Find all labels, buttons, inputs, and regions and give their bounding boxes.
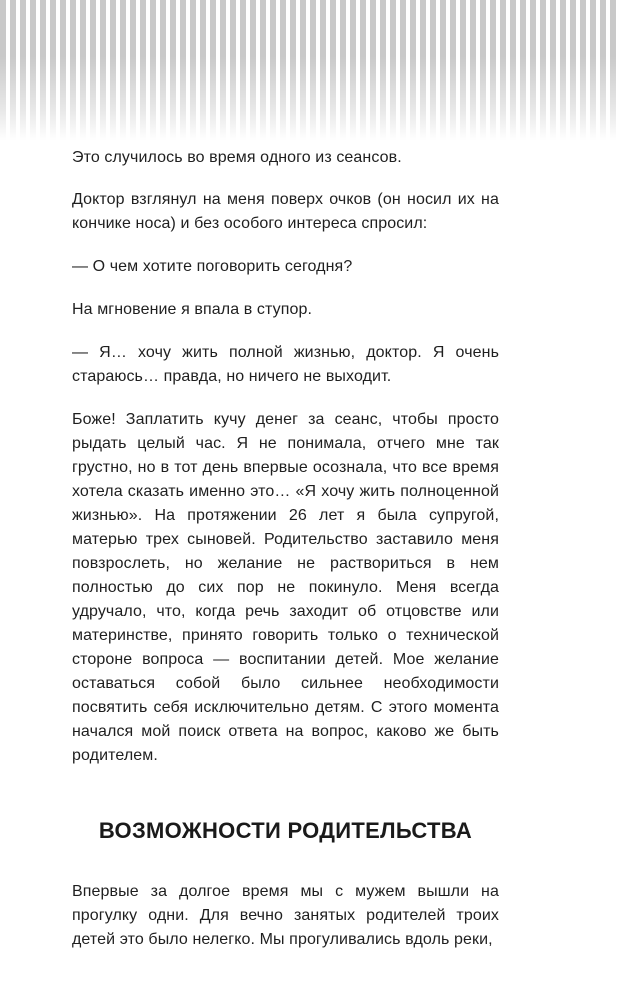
paragraph-1: Это случилось во время одного из сеансов. <box>72 149 402 166</box>
section-paragraph: Впервые за долгое время мы с мужем вышли на прогулку одни. Для вечно занятых родителей троих детей это было нелегко. Мы прогуливались вдоль реки, <box>72 883 499 948</box>
section-heading: ВОЗМОЖНОСТИ РОДИТЕЛЬСТВА <box>98 818 473 843</box>
paragraph-5: — Я… хочу жить полной жизнью, доктор. Я очень стараюсь… правда, но ничего не выходит. <box>72 344 499 385</box>
paragraph-2: Доктор взглянул на меня поверх очков (он носил их на кончике носа) и без особого интереса спросил: <box>72 191 499 232</box>
paragraph-3: — О чем хотите поговорить сегодня? <box>72 258 353 275</box>
page-body <box>72 146 499 952</box>
header-stripe-fade <box>0 0 619 140</box>
paragraph-6: Боже! Заплатить кучу денег за сеанс, чтобы просто рыдать целый час. Я не понимала, отчего мне так грустно, но в тот день впервые осознала, что все время хотела сказать именно это… «Я хочу жить полноценной жизнью». На протяжении 26 лет я была супругой, матерью трех сыновей. Родительство заставило меня повзрослеть, но желание не раствориться в нем полностью до сих пор не покинуло. Меня всегда удручало, что, когда речь заходит об отцовстве или материнстве, принято говорить только о технической стороне вопроса — воспитании детей. Мое желание оставаться собой было сильнее необходимости посвятить себя исключительно детям. С этого момента начался мой поиск ответа на вопрос, каково же быть родителем. <box>72 411 499 764</box>
paragraph-4: На мгновение я впала в ступор. <box>72 301 313 318</box>
